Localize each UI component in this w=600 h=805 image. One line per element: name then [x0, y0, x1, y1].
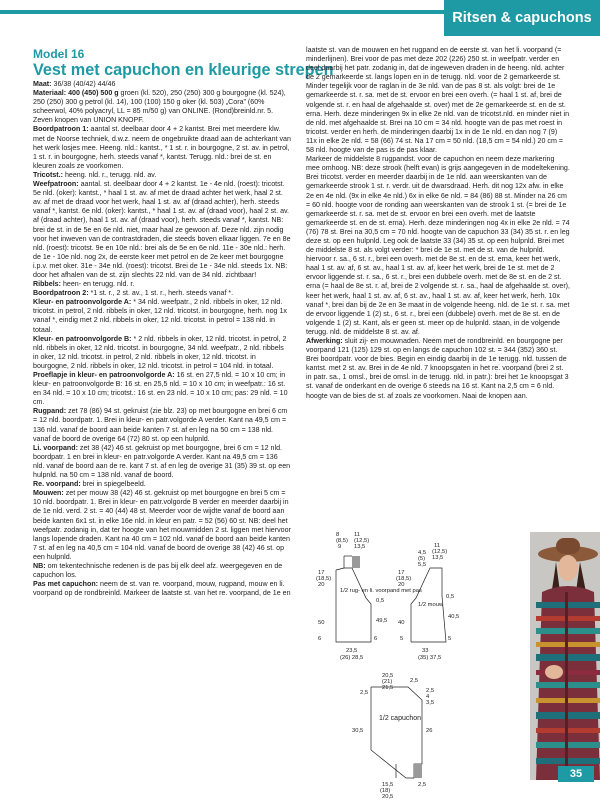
paragraph [33, 371, 291, 407]
dim-label: 2,5 [360, 690, 369, 696]
dim-label: 23,5 [346, 648, 358, 654]
paragraph-heading: Ribbels: [33, 280, 61, 289]
top-header-bar [0, 0, 600, 40]
paragraph-text: neem de st. van re. voorpand, mouw, rugpand, mouw en li. voorpand op de rondbreinld. Markeer de laatste st. van het re. voorpand, de 1e en [33, 580, 291, 598]
paragraph-text: zet 38 (42) 46 st. gekruist op met bourgogne, brei 6 cm = 12 nld. boordpatr. 1 en brei in kleur- en patr.volgorde A verder. Kant na 49,5 cm = 136 nld. vanaf de boord aan de re. kant 7 st. af en leg de overige 31 (35) 39 st. op een hulpnld. na 50 cm = 138 nld. vanaf de boord. [33, 443, 291, 480]
paragraph [33, 444, 291, 480]
dim-label: (5) [418, 556, 426, 562]
dim-label: (26) 28,5 [340, 655, 364, 661]
paragraph [33, 80, 291, 89]
dim-label: 21,5 [382, 685, 394, 691]
dim-label: (18) [380, 788, 391, 794]
dim-label: 5,5 [418, 562, 427, 568]
paragraph-heading: Re. voorpand: [33, 480, 81, 489]
dim-label: 2,5 [410, 678, 419, 684]
dim-label: 49,5 [376, 618, 388, 624]
dim-label: 8 [336, 532, 340, 538]
dim-label: 0,5 [446, 594, 455, 600]
photo-illustration [530, 532, 600, 780]
dim-label: (18,5) [396, 576, 412, 582]
dim-label: 17 [398, 570, 405, 576]
paragraph-heading: Boordpatroon 1: [33, 125, 89, 134]
right-paragraphs [306, 46, 570, 401]
paragraph-heading: Li. voorpand: [33, 443, 78, 452]
dim-label: 9 [338, 544, 342, 550]
dim-label: 5 [400, 636, 404, 642]
dim-label: 20 [398, 582, 405, 588]
dim-label: 11 [354, 532, 361, 538]
model-number: Model 16 [33, 47, 85, 61]
dim-label: 17 [318, 570, 325, 576]
paragraph-heading: NB: [33, 561, 46, 570]
paragraph-heading: Maat: [33, 80, 52, 88]
paragraph-text: heeng. nld. r., terugg. nld. av. [62, 170, 157, 179]
paragraph-text: heen- en terugg. nld. r. [60, 280, 135, 289]
page-number: 35 [558, 766, 594, 782]
article-title: Vest met capuchon en kleurige strepen [33, 61, 334, 79]
paragraph-text: zet per mouw 38 (42) 46 st. gekruist op met bourgogne en brei 5 cm = 10 nld. boordpatr. 1. Brei in kleur- en patr.volgorde B verder en meerder daarbij in de 1e nld. verd. 2 st. = 40 (44) 48 st. Meerder voor de wijdte vanaf de boord aan beide kanten 6x1 st. in elke 16e nld. in kleur en patr. = 52 (56) 60 st. NB: deel het weefpatr. zodanig in, dat ter hoogte van het mouwmidden 2 st. liggen met hiervoor langs lopende draden. Kant na 40 cm = 102 nld. vanaf de boord aan beide kanten 7 st. af en leg na 40,5 cm = 104 nld. vanaf de boord de overige 38 (42) 46 st. op een hulpnld. [33, 489, 291, 561]
dim-label: 40 [398, 620, 405, 626]
paragraph [33, 489, 291, 562]
dim-label: 0,5 [376, 598, 385, 604]
dim-label: (35) 37,5 [418, 655, 442, 661]
paragraph-heading: Kleur- en patroonvolgorde A: [33, 298, 132, 307]
paragraph-text: sluit zij- en mouwnaden. Neem met de rondbreinld. en bourgogne per voorpand 121 (125) 129 st. op en langs de capuchon 102 st. = 344 (352) 360 st. Brei boordpatr. voor de bies. Begin en eindig daarbij in de 1e terugg. nld. tussen de kantst. met 2 st. av. Brei in de 4e nld. 7 knoopsgaten in het re. voorpand (brei 2 st. in patr. sa., 1 omsl., brei de omsl. in de terugg. nld. in patr.): brei het 1e knoopsgat 3 st. vanaf de onderkant en de overige 6 steeds na 16 st. Kant na 2,5 cm = 6 nld. hoogte van de bies de st. af zoals ze voorkomen. Naai de knopen aan. [306, 337, 569, 400]
paragraph [33, 335, 291, 371]
paragraph-heading: Kleur- en patroonvolgorde B: [33, 334, 132, 343]
dim-label: 6 [374, 636, 378, 642]
paragraph [33, 298, 291, 334]
dim-label: 5 [448, 636, 452, 642]
dim-label: 50 [318, 620, 325, 626]
paragraph [33, 580, 291, 598]
paragraph-text: * 34 nld. weefpatr., 2 nld. ribbels in oker, 12 nld. tricotst. in petrol, 2 nld. ribbels in oker, 12 nld. tricotst. in bourgogne, herh. nog 1x vanaf *, eindig met 2 nld. ribbels in oker, 12 nld. tricotst. in petrol = 138 nld. in totaal. [33, 298, 287, 334]
section-tab: Ritsen & capuchons [444, 0, 600, 36]
dim-label: (18,5) [316, 576, 332, 582]
paragraph-heading: Materiaal: 400 (450) 500 g [33, 89, 119, 98]
paragraph-text: 16 st. en 27,5 nld. = 10 x 10 cm; in kleur- en patroonvolgorde B: 16 st. en 25,5 nld. = 10 x 10 cm; in weefpatr.: 16 st. en 34 nld. = 10 x 10 cm; tricotst.: 16 st. en 23 nld. = 10 x 10 cm; pas: 29 nld. = 10 cm. [33, 371, 288, 407]
dim-label: 33 [422, 648, 429, 654]
paragraph-heading: Rugpand: [33, 407, 67, 416]
hood-label: 1/2 capuchon [379, 715, 422, 722]
dim-label: 3,5 [426, 700, 435, 706]
paragraph [33, 480, 291, 489]
paragraph-heading: Boordpatroon 2: [33, 289, 89, 298]
dim-label: 2,5 [426, 688, 435, 694]
paragraph [33, 89, 291, 125]
paragraph [33, 562, 291, 580]
dim-label: 4,5 [418, 550, 427, 556]
watermark: PassionForum.ru [531, 786, 592, 795]
paragraph [306, 337, 570, 401]
paragraph-text: groen (kl. 520), 250 (250) 300 g bourgogne (kl. 524), 250 (250) 300 g petrol (kl. 14), 100 (100) 150 g oker (kl. 503) „Cora” (60% scheerwol, 40% polyacryl, LL = 85 m/50 g) van ONLINE. (Rond)breinld.nr. 5. Zeven knopen van UNION KNOPF. [33, 89, 286, 125]
pattern-schematics [296, 532, 528, 800]
paragraph-text: 36/38 (40/42) 44/46 [51, 80, 116, 88]
paragraph-text: laatste st. van de mouwen en het rugpand en de eerste st. van het li. voorpand (= minderlijnen). Brei voor de pas met deze 202 (226) 250 st. in weefpatr. verder en deel daarbij het patr. zodanig in, dat de ingeweven draden in de heeng. nld. achter de 2 gemarkeerde st. langs lopen en in de terugg. nld. voor de 2 gemarkeerde st. Minder tegelijk voor de raglan in de 3e nld. van de pas 8 st. als volgt: brei de 1e gemarkeerde st. r. sa. met de st. ervoor en brei een overh. (= haal 1 st. af, brei de volgende st. r. en haal de afgehaalde st. over) met de 2e gemarkeerde st. en de st. erna. Herh. deze minderingen 9x in elke 2e nld. van de tricotst.nld. en minder niet in de nld. met afgehaalde st. Brei na 10 cm = 34 nld. hoogte van de pas met roest in tricotst. verder en herh. de minderingen daarbij 1x in de 1e nld. en dan nog 7 (9) 11x in elke 2e nld. = 58 (66) 74 st. Na 17 cm = 50 nld. (18,5 cm = 54 nld.) 20 cm = 58 nld. hoogte van de pas is de pas klaar. [306, 46, 570, 155]
model-photo [530, 532, 600, 780]
dim-label: 11 [434, 543, 441, 549]
dim-label: 15,5 [382, 782, 394, 788]
dim-label: 30,5 [352, 728, 364, 734]
shaded-hood-strip [352, 556, 360, 568]
paragraph-text: Markeer de middelste 8 rugpandst. voor de capuchon en neem deze markering mee omhoog. NB: deze strook (helft evan) is grijs aangegeven in de modeltekening. Brei tricotst. verder en meerder daarbij in de 1e nld. aan weerskanten van de gemarkeerde strook 1 st. r. verdr. uit de dwarsdraad. Herh. dit nog 12x afw. in elke 2e en 4e nld. (9x in elke 4e nld.) 6x in elke 6e nld. = 84 (86) 88 st. Minder na 26 cm = 60 nld. hoogte voor de ronding aan weerskanten van de strook 1 st. (= brei de 1e gemarkeerde st. r. sa. met de st. ervoor en brei een overh. met de laatste gemarkeerde st. en de st. erna). Herh. deze minderingen nog 4x in elke 2e nld. = 74 (76) 78 st. Brei na 30,5 cm = 70 nld. hoogte van de capuchon 33 (34) 35 st. r. en leg deze st. op een hulpnld. Leg ook de laatste 33 (34) 35 st. op een hulpnld. Brei met de middelste 8 st. als volgt verder: * brei de 1e st. met de st. van de hulpnld. hiervoor r. sa., 6 st. r., brei een overh. met de 8e st. en de st. erna, keer het werk, haal 1 st. av. af, 6 st. av., haal 1 st. av. af, keer het werk, brei de 1e st. met de 2 ervoor liggende st. r. sa., 6 st. r., brei een dubbele overh. met de 8e st. en de 2 st. erna (= haal de 8e st. r. af, brei de 2 volgende st. r. sa., haal de afgehaalde st. over), keer het werk, haal 1 st. av. af, 6 st. av., haal 1 st. av. af, keer het werk, herh. 10x vanaf *, brei dan bij de 2e en 3e maat in de volgende heeng. nld. de 1e st. r. sa. met de ervoor liggende 1 (2) st., 6 st. r., brei een (dubbele) overh. met de 8e st. en de volgende 1 (2) st. Kant, als er geen st. meer op de hulpnld. staan, in de volgende terugg. nld. de middelste 8 st. av. af. [306, 155, 571, 336]
dim-label: 13,5 [432, 555, 444, 561]
dim-label: (8,5) [336, 538, 348, 544]
paragraph [33, 407, 291, 443]
paragraph-heading: Afwerking: [306, 337, 343, 345]
right-text-column [306, 46, 570, 401]
sleeve-label: 1/2 mouw [418, 602, 444, 608]
paragraph [306, 155, 570, 337]
paragraph [33, 125, 291, 170]
dim-label: 26 [426, 728, 433, 734]
dim-label: 13,5 [354, 544, 366, 550]
dim-label: 4 [426, 694, 430, 700]
schematic-drawings [296, 532, 528, 800]
left-paragraphs [33, 80, 291, 598]
paragraph-heading: Tricotst.: [33, 170, 63, 179]
paragraph [33, 171, 291, 180]
paragraph-heading: Pas met capuchon: [33, 580, 99, 589]
paragraph-text: *1 st. r., 2 st. av., 1 st. r., herh. steeds vanaf *. [88, 289, 234, 298]
paragraph [33, 289, 291, 298]
paragraph [306, 46, 570, 155]
paragraph-heading: Mouwen: [33, 489, 64, 498]
dim-label: 6 [318, 636, 322, 642]
paragraph [33, 180, 291, 280]
paragraph-text: aantal. st. deelbaar door 4 + 2 kantst. 1e - 4e nld. (roest): tricotst. 5e nld. (oker): kantst., * haal 1 st. av. af met de draad achter het werk, haal 2 st. av. af met de draad voor het werk, haal 1 st. av. af (draad achter), herh. steeds vanaf *, kantst. 6e nld. (oker): kantst., * haal 1 st. av. af (draad voor), haal 2 st. av. af (draad achter), haal 1 st. av. af (draad voor), herh. steeds vanaf *, kantst. NB: brei de st. in de 5e en 6e nld. niet, maar haal ze gewoon af. Deze nld. zijn nodig voor het inweven van de contrastdraden, die steeds boven elkaar liggen. 7e en 8e nld. (roest): tricotst. 9e en 10e nld.: brei als de 5e en 6e nld. 11e - 30e nld.: herh. de 1e - 10e nld. nog 2x, de eerste keer met petrol en de 2e keer met bourgogne i.p.v. met oker. 31e - 34e nld. (roest): tricotst. Brei de 1e - 34e nld. steeds 1x. NB: door het afhalen van de st. zijn slechts 22 nld. van de 34 nld. zichtbaar! [33, 180, 291, 279]
dim-label: 2,5 [418, 782, 427, 788]
paragraph [33, 280, 291, 289]
paragraph-heading: Proeflapje in kleur- en patroonvolgorde A: [33, 371, 175, 379]
paragraph-text: aantal st. deelbaar door 4 + 2 kantst. Brei met meerdere klw. met de Noorse techniek, d.w.z. neem de ongebruikte draad aan de achterkant van het werk losjes mee. Heeng. nld.: kantst., * 1 st. r. in bourgogne, 2 st. av. in petrol, 1 st. r. in bourgogne, herh. steeds vanaf *, kantst. Terugg. nld.: brei de st. en kleuren zoals ze voorkomen. [33, 125, 291, 170]
paragraph-text: om tekentechnische redenen is de pas bij elk deel afz. weergegeven en de capuchon los. [33, 561, 283, 580]
dim-label: 20,5 [382, 673, 394, 679]
dim-label: 20,5 [382, 794, 394, 800]
paragraph-text: brei in spiegelbeeld. [80, 480, 146, 489]
back-panel-label: 1/2 rug- en li. voorpand met pas [340, 588, 422, 594]
dim-label: 20 [318, 582, 325, 588]
dim-label: (21) [382, 679, 393, 685]
paragraph-heading: Weefpatroon: [33, 180, 79, 189]
dim-label: (12,5) [432, 549, 448, 555]
paragraph-text: * 2 nld. ribbels in oker, 12 nld. tricotst. in petrol, 2 nld. ribbels in oker, 12 nld. tricotst. in bourgogne, 34 nld. weefpatr., 2 nld. ribbels in oker, 12 nld. tricotst. in petrol, 2 nld. ribbels in oker, 12 nld. tricotst. in bourgogne, 2 nld. ribbels in oker, 12 nld. tricotst. in petrol = 104 nld. in totaal. [33, 334, 287, 370]
dim-label: (12,5) [354, 538, 370, 544]
dim-label: 40,5 [448, 614, 460, 620]
paragraph-text: zet 78 (86) 94 st. gekruist (zie blz. 23) op met bourgogne en brei 6 cm = 12 nld. boordpatr. 1. Brei in kleur- en patr.volgorde A verder. Kant na 49,5 cm = 136 nld. vanaf de boord aan beide kanten 7 st. af en leg na 50 cm = 138 nld. vanaf de boord de overige 64 (72) 80 st. op een hulpnld. [33, 407, 288, 443]
